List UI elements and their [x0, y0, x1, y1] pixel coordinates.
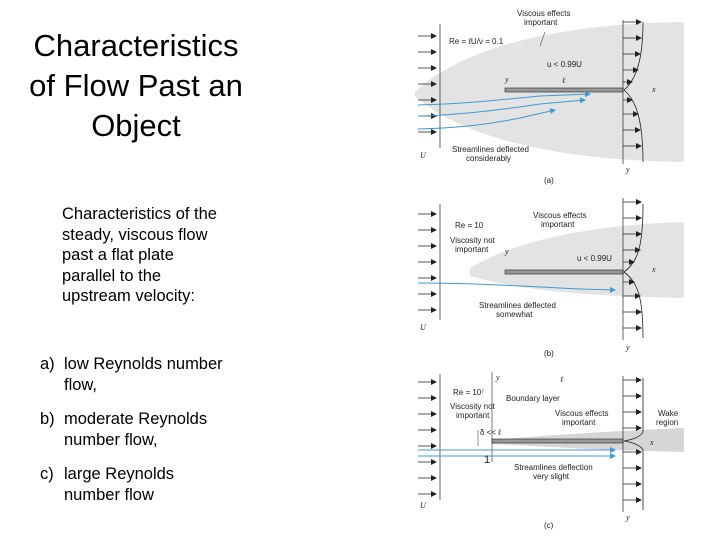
label-x-b: x [652, 265, 656, 274]
label-notimp-c: Viscosity not [450, 402, 495, 411]
list-marker: c) [40, 465, 54, 483]
list-marker: a) [40, 355, 55, 373]
flat-plate-a [505, 88, 623, 92]
label-U-b: U [420, 323, 426, 332]
label-U-c: U [420, 501, 426, 510]
caption-a: (a) [544, 176, 554, 185]
label-stream-b: Streamlines deflected [479, 301, 556, 310]
label-l-a: ℓ [562, 76, 566, 85]
flat-plate-b [505, 270, 623, 274]
label-wake-c: region [656, 418, 679, 427]
caption-b: (b) [544, 349, 554, 358]
list-item-line: number flow [64, 486, 154, 504]
label-re-b: Re = 10 [455, 221, 484, 230]
upstream-arrows-a [418, 36, 436, 132]
label-x-c: x [650, 438, 654, 447]
panel-a [415, 9, 684, 185]
label-y-c: y [626, 513, 630, 522]
intro-line: upstream velocity: [62, 287, 195, 305]
title-line: of Flow Past an [29, 68, 243, 103]
label-y-c: y [496, 373, 500, 382]
label-viscous-c: Viscous effects [555, 409, 609, 418]
intro-line: parallel to the [62, 266, 162, 285]
title-line: Characteristics [33, 28, 239, 63]
panel-c [418, 372, 684, 530]
label-y-b: y [505, 247, 509, 256]
label-notimp-b: important [455, 245, 489, 254]
upstream-arrows-b [418, 214, 436, 310]
label-boundary-c: Boundary layer [506, 394, 560, 403]
flat-plate-c [492, 439, 623, 443]
label-wake-c: Wake [658, 409, 679, 418]
label-delta-c: δ << ℓ [480, 428, 501, 437]
list-marker: b) [40, 410, 55, 428]
label-stream-c: very slight [533, 472, 570, 481]
list-item-line: number flow, [64, 431, 158, 449]
label-viscous-a: important [524, 18, 558, 27]
streamlines-c [418, 450, 615, 456]
label-viscous-a: Viscous effects [517, 9, 571, 18]
label-viscous-b: Viscous effects [533, 211, 587, 220]
label-re-a: Re = ℓU/ν = 0.1 [449, 37, 504, 46]
label-stream-c: Streamlines deflection [514, 463, 593, 472]
label-stream-a: Streamlines deflected [452, 145, 529, 154]
panel-b [418, 198, 684, 358]
list-item-line: flow, [64, 376, 98, 394]
label-y-a: y [626, 165, 630, 174]
label-U-a: U [420, 151, 426, 160]
label-u-eq-a: u < 0.99U [547, 60, 582, 69]
label-y-b: y [626, 343, 630, 352]
intro-line: steady, viscous flow [62, 225, 208, 244]
label-viscous-b: important [541, 220, 575, 229]
label-notimp-b: Viscosity not [450, 236, 495, 245]
label-l-c: ℓ [560, 375, 564, 384]
label-stream-b: somewhat [496, 310, 533, 319]
label-stream-a: considerably [466, 154, 511, 163]
label-y-a: y [505, 75, 509, 84]
list-item-line: large Reynolds [64, 465, 175, 483]
label-one-c: 1 [484, 454, 491, 466]
list-item-line: low Reynolds number [64, 355, 223, 373]
label-notimp-c: important [456, 411, 490, 420]
upstream-arrows-c [418, 382, 436, 494]
caption-c: (c) [544, 521, 554, 530]
label-u-eq-b: u < 0.99U [577, 254, 612, 263]
intro-line: Characteristics of the [62, 205, 217, 223]
label-x-a: x [652, 85, 656, 94]
label-re-c: Re = 10⁷ [453, 388, 485, 397]
list-item-line: moderate Reynolds [64, 410, 208, 428]
intro-line: past a flat plate [62, 246, 174, 264]
title-line: Object [91, 108, 181, 143]
label-viscous-c: important [562, 418, 596, 427]
